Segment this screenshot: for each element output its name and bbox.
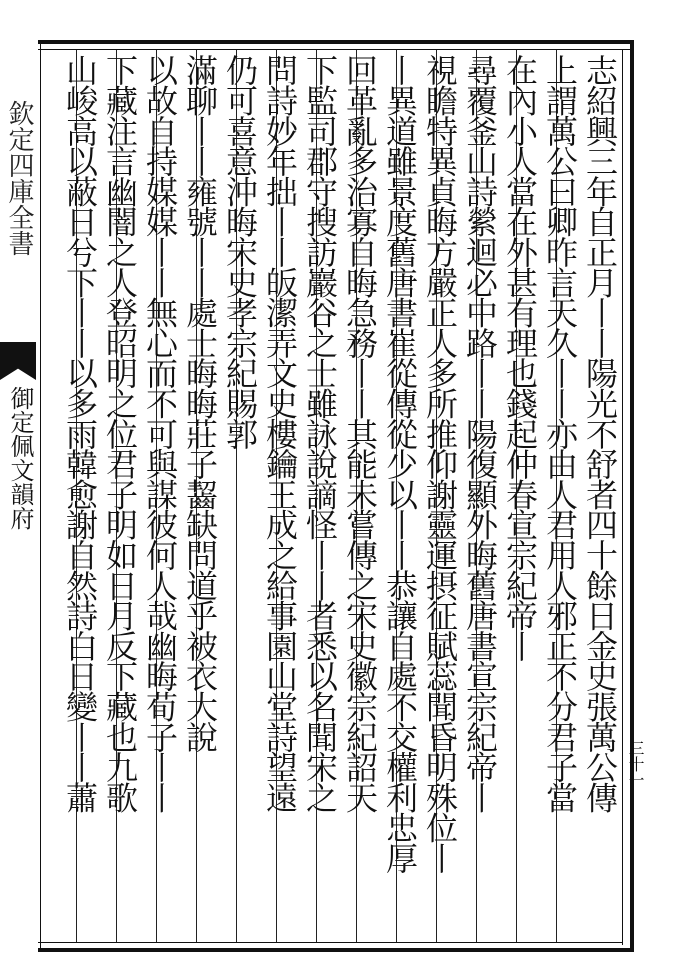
margin-strip [0, 44, 38, 948]
text-column: 上謂萬公曰卿昨言天久丨丨亦由人君用人邪正不分君子當 [541, 54, 579, 812]
frame-right-inner-rule [622, 49, 623, 945]
margin-gutter-rule [40, 44, 41, 948]
text-column: 丨異道雖景度舊唐書崔從傳從少以丨丨恭讓自處不交權利忠厚 [381, 54, 419, 873]
text-column: 在內小人當在外甚有理也錢起仲春宣宗紀帝丨 [501, 54, 539, 661]
text-column: 山峻高以蔽日兮下丨丨以多雨韓愈謝自然詩白日變丨丨蕭 [61, 54, 99, 812]
frame-bottom-inner-rule [38, 942, 623, 943]
margin-title: 欽定四庫全書 [4, 100, 34, 256]
frame-bottom-rule [38, 948, 634, 952]
frame-right-rule [630, 40, 634, 952]
frame-top-inner-rule [38, 49, 634, 50]
fishtail-mark [0, 342, 36, 380]
text-column: 志紹興三年自正月丨丨陽光不舒者四十餘日金史張萬公傳 [581, 54, 619, 812]
page-number: 三十一 [626, 740, 645, 788]
text-column: 下監司郡守搜訪巖谷之士雖詠說謫怪丨丨者悉以名聞宋之 [301, 54, 339, 812]
text-column: 滿聊丨丨雍號丨丨處士晦晦莊子齧缺問道乎被衣大說 [181, 54, 219, 751]
text-column: 回革亂多治寡自晦急務丨丨其能未嘗傳之宋史徽宗紀詔天 [341, 54, 379, 812]
margin-book-title: 御定佩文韻府 [6, 386, 34, 530]
text-column: 下藏注言幽闇之人登昭明之位君子明如日月反下藏也九歌 [101, 54, 139, 812]
text-column: 以故自持媒媒丨丨無心而不可與謀彼何人哉幽晦荀子丨丨 [141, 54, 179, 812]
frame-top-rule [38, 40, 634, 44]
text-column: 問詩妙年拙丨丨皈潔弄文史樓鑰王成之給事園山堂詩望遠 [261, 54, 299, 812]
text-column: 尋覆釜山詩縈迴必中路丨丨陽復顯外晦舊唐書宣宗紀帝丨 [461, 54, 499, 812]
text-column: 視瞻特異貞晦方嚴正人多所推仰謝靈運摂征賦蕊聞昏明殊位丨 [421, 54, 459, 873]
text-column: 仍可喜意沖晦宋史孝宗紀賜郭 [221, 54, 259, 448]
